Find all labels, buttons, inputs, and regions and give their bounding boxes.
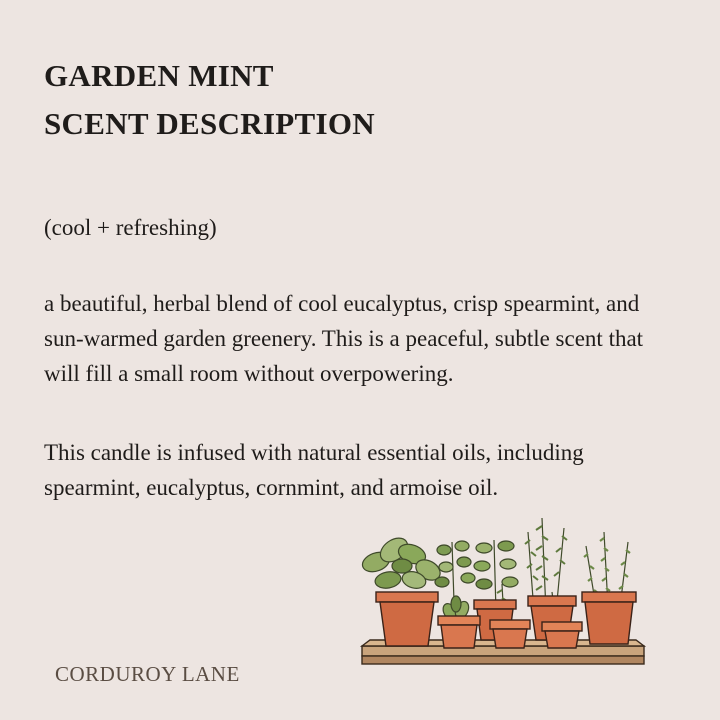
essential-oils-description: This candle is infused with natural essential oils, including spearmint, eucalyptus, cornmint, and armoise oil.: [44, 440, 584, 500]
terracotta-pots: [376, 592, 636, 648]
page-title: [44, 52, 375, 148]
potted-herbs-illustration: [356, 512, 652, 668]
scent-tagline: (cool + refreshing): [44, 215, 217, 240]
scent-description: a beautiful, herbal blend of cool eucalyptus, crisp spearmint, and sun-warmed garden greenery. This is a peaceful, subtle scent that will fill a small room without overpowering.: [44, 291, 644, 386]
title-line-1: GARDEN MINT: [44, 58, 274, 93]
brand-logo: CORDUROY LANE: [55, 662, 240, 686]
title-line-2: SCENT DESCRIPTION: [44, 106, 375, 141]
